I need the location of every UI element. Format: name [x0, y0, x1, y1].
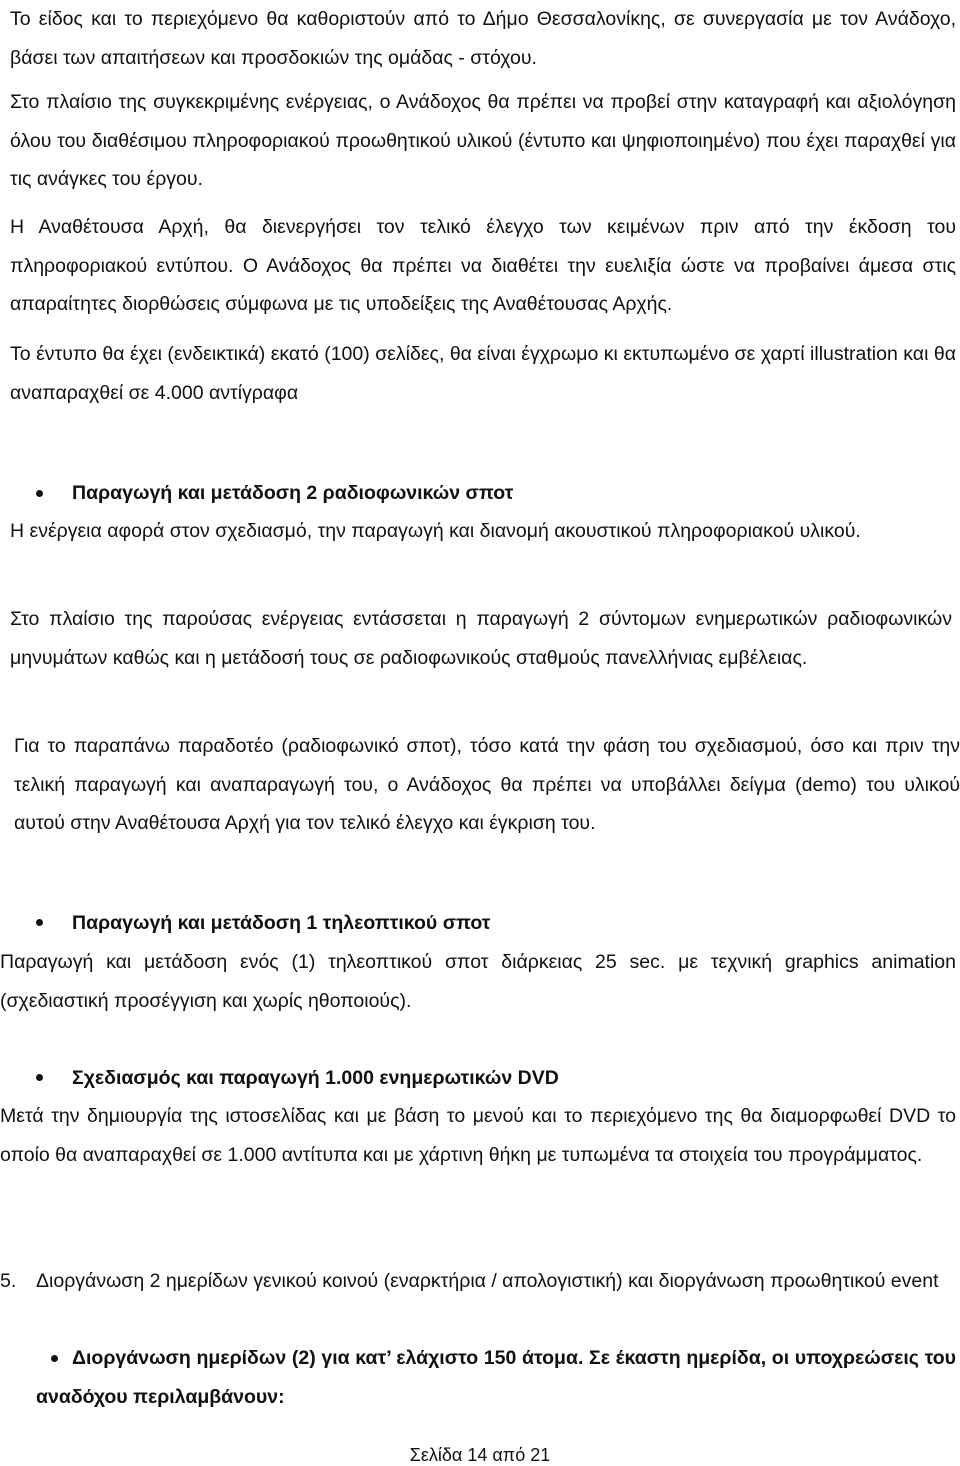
section-5-bullet: Διοργάνωση ημερίδων (2) για κατ’ ελάχιστο 150 άτομα. Σε έκαστη ημερίδα, οι υποχρεώσεις του αναδόχου περιλαμβάνουν:: [36, 1347, 956, 1408]
dvd-paragraph-1: Μετά την δημιουργία της ιστοσελίδας και με βάση το μενού και το περιεχόμενο της θα διαμορφωθεί DVD το οποίο θα αναπαραχθεί σε 1.000 αντίτυπα και με χάρτινη θήκη με τυπωμένα τα στοιχεία του προγράμματος.: [0, 1105, 956, 1166]
radio-heading: Παραγωγή και μετάδοση 2 ραδιοφωνικών σποτ: [72, 482, 514, 504]
bullet-icon: [36, 1074, 43, 1081]
section-number: 5.: [0, 1270, 17, 1292]
dvd-heading: Σχεδιασμός και παραγωγή 1.000 ενημερωτικών DVD: [72, 1067, 559, 1089]
radio-paragraph-3: Για το παραπάνω παραδοτέο (ραδιοφωνικό σποτ), τόσο κατά την φάση του σχεδιασμού, όσο και πριν την τελική παραγωγή και αναπαραγωγή του, ο Ανάδοχος θα πρέπει να υποβάλλει δείγμα (demo) του υλικού αυτού στην Αναθέτουσα Αρχή για τον τελικό έλεγχο και έγκριση του.: [14, 735, 960, 834]
intro-paragraph-4: Το έντυπο θα έχει (ενδεικτικά) εκατό (100) σελίδες, θα είναι έγχρωμο κι εκτυπωμένο σε χαρτί illustration και θα αναπαραχθεί σε 4.000 αντίγραφα: [10, 343, 956, 404]
bullet-icon: [36, 490, 43, 497]
radio-paragraph-1: Η ενέργεια αφορά στον σχεδιασμό, την παραγωγή και διανομή ακουστικού πληροφοριακού υλικού.: [10, 520, 861, 542]
bullet-icon: [36, 919, 43, 926]
intro-paragraph-3: Η Αναθέτουσα Αρχή, θα διενεργήσει τον τελικό έλεγχο των κειμένων πριν από την έκδοση του πληροφοριακού εντύπου. Ο Ανάδοχος θα πρέπει να διαθέτει την ευελιξία ώστε να προβαίνει άμεσα στις απαραίτητες διορθώσεις σύμφωνα με τις υποδείξεις της Αναθέτουσας Αρχής.: [10, 216, 956, 315]
intro-paragraph-2: Στο πλαίσιο της συγκεκριμένης ενέργειας, ο Ανάδοχος θα πρέπει να προβεί στην καταγραφή και αξιολόγηση όλου του διαθέσιμου πληροφοριακού προωθητικού υλικού (έντυπο και ψηφιοποιημένο) που έχει παραχθεί για τις ανάγκες του έργου.: [10, 91, 956, 190]
tv-paragraph-1: Παραγωγή και μετάδοση ενός (1) τηλεοπτικού σποτ διάρκειας 25 sec. με τεχνική graphics animation (σχεδιαστική προσέγγιση και χωρίς ηθοποιούς).: [0, 951, 956, 1012]
section-5-title: Διοργάνωση 2 ημερίδων γενικού κοινού (εναρκτήρια / απολογιστική) και διοργάνωση προωθητικού event: [36, 1270, 939, 1292]
tv-heading: Παραγωγή και μετάδοση 1 τηλεοπτικού σποτ: [72, 912, 491, 934]
page-footer: Σελίδα 14 από 21: [409, 1445, 551, 1465]
radio-paragraph-2: Στο πλαίσιο της παρούσας ενέργειας εντάσσεται η παραγωγή 2 σύντομων ενημερωτικών ραδιοφωνικών μηνυμάτων καθώς και η μετάδοσή τους σε ραδιοφωνικούς σταθμούς πανελλήνιας εμβέλειας.: [10, 608, 952, 669]
intro-paragraph-1: Το είδος και το περιεχόμενο θα καθοριστούν από το Δήμο Θεσσαλονίκης, σε συνεργασία με τον Ανάδοχο, βάσει των απαιτήσεων και προσδοκιών της ομάδας - στόχου.: [10, 8, 956, 69]
